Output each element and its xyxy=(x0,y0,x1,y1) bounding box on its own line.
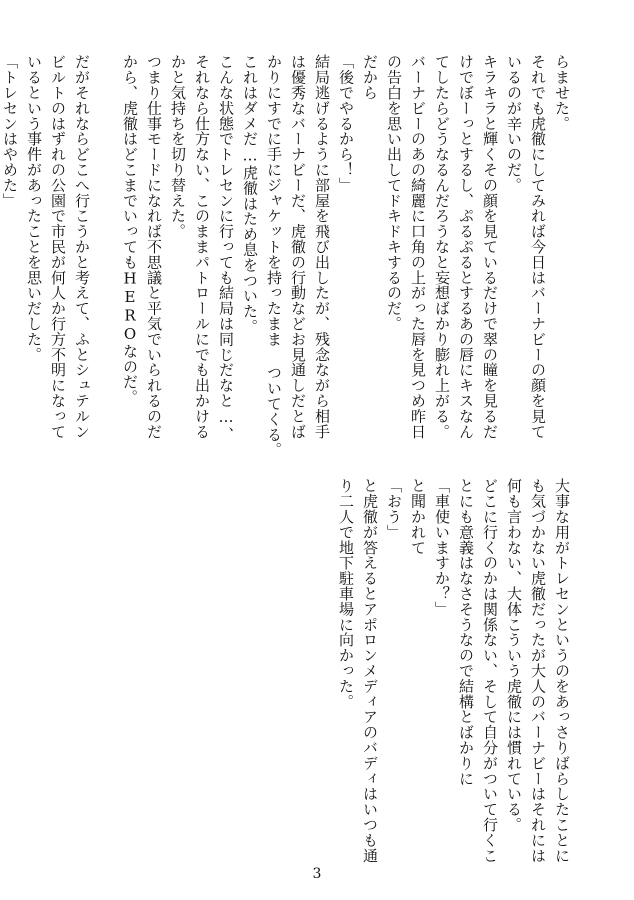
text-line: これはダメだ…虎徹はため息をついた。 xyxy=(241,54,259,335)
text-line xyxy=(94,54,118,474)
top-text-block xyxy=(0,54,574,474)
text-line: 大事な用がトレセンというのをあっさりばらしたことに xyxy=(553,478,571,863)
text-line: らませた。 xyxy=(553,54,571,131)
page-number: 3 xyxy=(312,866,322,882)
text-line: 「車使いますか？」 xyxy=(433,478,451,617)
text-line: バーナビーのあの綺麗に口角の上がった唇を見つめ昨日 xyxy=(409,54,427,439)
text-line: から、虎徹はどこまでいってもHEROなのだ。 xyxy=(121,54,139,405)
text-line: けでぼーっとするし、ぷるぷるとするあの唇にキスなん xyxy=(457,54,475,439)
text-line: 「おう」 xyxy=(385,478,403,540)
text-line: 何も言わない、大体こういう虎徹には慣れている。 xyxy=(505,478,523,833)
text-line: 「後でやるから！」 xyxy=(337,54,355,193)
text-line: つまり仕事モードになれば不思議と平気でいられるのだ xyxy=(145,54,163,439)
text-line: いるのが辛いのだ。 xyxy=(505,54,523,193)
text-line: だから xyxy=(361,54,379,101)
text-line: 結局逃げるように部屋を飛び出したが、残念ながら相手 xyxy=(313,54,331,439)
text-line: キラキラと輝くその顔を見ているだけで翠の瞳を見るだ xyxy=(481,54,499,439)
text-line: こんな状態でトレセンに行っても結局は同じだなと…、 xyxy=(217,54,235,442)
text-line: それなら仕方ない、このままパトロールにでも出かける xyxy=(193,54,211,439)
text-line: とにも意義はなさそうなので結構とばかりに xyxy=(457,478,475,786)
text-line: 「トレセンはやめた」 xyxy=(1,54,19,208)
text-line: も気づかない虎徹だったが大人のバーナビーはそれには xyxy=(529,478,547,863)
text-line: それでも虎徹にしてみれば今日はバーナビーの顔を見て xyxy=(529,54,547,439)
text-line: と聞かれて xyxy=(409,478,427,555)
text-line: どこに行くのかは関係ない、そして自分がついて行くこ xyxy=(481,478,499,863)
bottom-text-block xyxy=(334,478,574,878)
text-line: てしたらどうなるんだろうなと妄想ばかり膨れ上がる。 xyxy=(433,54,451,439)
text-line: ビルトのはずれの公園で市民が何人か行方不明になって xyxy=(49,54,67,439)
text-line: いるという事件があったことを思いだした。 xyxy=(25,54,43,362)
text-line: は優秀なバーナビーだ、虎徹の行動などお見通しだとば xyxy=(289,54,307,439)
text-line: の告白を思い出してドキドキするのだ。 xyxy=(385,54,403,332)
text-line: り二人で地下駐車場に向かった。 xyxy=(337,478,355,709)
text-line: かと気持ちを切り替えた。 xyxy=(169,54,187,239)
text-line: だがそれならどこへ行こうかと考えて、ふとシュテルン xyxy=(73,54,91,439)
text-line: かりにすでに手にジャケットを持ったまま ついてくる。 xyxy=(265,54,283,458)
text-line: と虎徹が答えるとアポロンメディアのバディはいつも通 xyxy=(361,478,379,863)
